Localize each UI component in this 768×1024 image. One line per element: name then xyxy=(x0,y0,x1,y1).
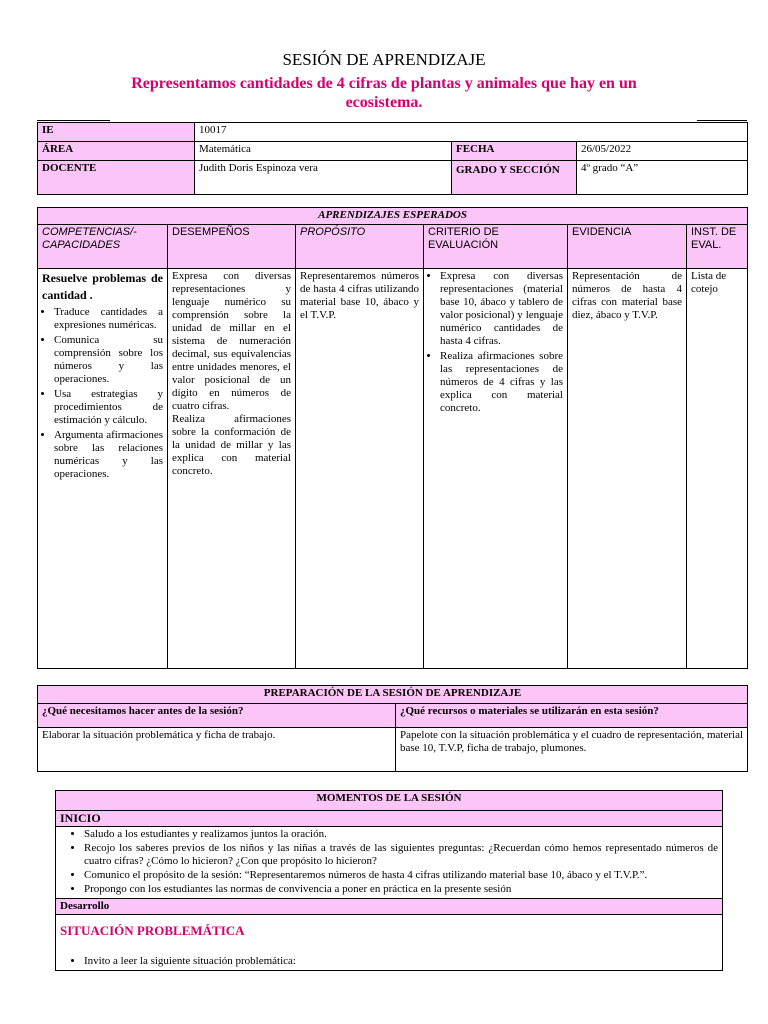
ie-label: IE xyxy=(38,123,195,142)
inicio-item: • Propongo con los estudiantes las normas de convivencia a poner en práctica en la presente sesión xyxy=(84,883,718,896)
capacidad-item: • Comunica su comprensión sobre los números y las operaciones. xyxy=(54,334,163,386)
evidencia-cell: Representación de números de hasta 4 cifras con material base diez, ábaco y T.V.P. xyxy=(568,269,687,669)
preparacion-question-before: ¿Qué necesitamos hacer antes de la sesión? xyxy=(38,704,396,728)
header-evidencia: EVIDENCIA xyxy=(568,225,687,269)
desempeno-text: Realiza afirmaciones sobre la conformación de la unidad de millar y las explica con material concreto. xyxy=(172,413,291,477)
desarrollo-item: • Invito a leer la siguiente situación problemática: xyxy=(84,955,718,968)
session-subtitle: Representamos cantidades de 4 cifras de plantas y animales que hay en un ecosistema. xyxy=(131,75,637,111)
inicio-label: INICIO xyxy=(56,811,723,827)
momentos-table xyxy=(55,790,723,971)
instrumento-cell: Lista de cotejo xyxy=(687,269,748,669)
criterio-item: • Expresa con diversas representaciones (material base 10, ábaco y tablero de valor posicional) y lenguaje numérico cantidades de hasta 4 cifras. xyxy=(440,270,563,348)
desarrollo-label: Desarrollo xyxy=(56,899,723,915)
inicio-item: • Saludo a los estudiantes y realizamos juntos la oración. xyxy=(84,828,718,841)
info-table xyxy=(37,122,748,195)
header-competencias: COMPETENCIAS/- CAPACIDADES xyxy=(38,225,168,269)
header-criterio: CRITERIO DE EVALUACIÓN xyxy=(424,225,568,269)
area-label: ÁREA xyxy=(38,142,195,161)
header-proposito: PROPÓSITO xyxy=(296,225,424,269)
desempenos-cell xyxy=(168,269,296,669)
fecha-value: 26/05/2022 xyxy=(577,142,748,161)
area-value: Matemática xyxy=(195,142,452,161)
aprendizajes-table xyxy=(37,207,748,669)
capacidad-item: • Argumenta afirmaciones sobre las relaciones numéricas y las operaciones. xyxy=(54,429,163,481)
header-instrumento: INST. DE EVAL. xyxy=(687,225,748,269)
inicio-cell xyxy=(56,827,723,899)
fecha-label: FECHA xyxy=(452,142,577,161)
desempeno-text: Expresa con diversas representaciones y lenguaje numérico su comprensión sobre la unidad de millar en el sistema de numeración decimal, sus equivalencias entre unidades menores, el valor posicional de un dígito en números de cuatro cifras. xyxy=(172,270,291,412)
page-title: SESIÓN DE APRENDIZAJE xyxy=(282,50,486,69)
header-rule-right xyxy=(697,120,747,121)
aprendizajes-title: APRENDIZAJES ESPERADOS xyxy=(38,208,748,225)
ie-value: 10017 xyxy=(195,123,748,142)
capacidad-item: • Usa estrategias y procedimientos de estimación y cálculo. xyxy=(54,388,163,427)
docente-label: DOCENTE xyxy=(38,161,195,195)
header-desempenos: DESEMPEÑOS xyxy=(168,225,296,269)
header-rule-left xyxy=(37,120,110,121)
preparacion-answer-resources: Papelote con la situación problemática y el cuadro de representación, material base 10, T.V.P, ficha de trabajo, plumones. xyxy=(396,728,748,772)
inicio-item: • Comunico el propósito de la sesión: “Representaremos números de hasta 4 cifras utilizando material base 10, ábaco y el T.V.P.”. xyxy=(84,869,718,882)
preparacion-answer-before: Elaborar la situación problemática y ficha de trabajo. xyxy=(38,728,396,772)
capacidad-item: • Traduce cantidades a expresiones numéricas. xyxy=(54,306,163,332)
inicio-item: • Recojo los saberes previos de los niños y las niñas a través de las siguientes preguntas: ¿Recuerdan cómo hemos representado números de cuatro cifras? ¿Cómo lo hicieron? ¿Con que propósito lo hicieron? xyxy=(84,842,718,868)
criterio-item: • Realiza afirmaciones sobre las representaciones de números de 4 cifras y las explica con material concreto. xyxy=(440,350,563,415)
grado-label: GRADO Y SECCIÓN xyxy=(452,161,577,195)
competencias-cell xyxy=(38,269,168,669)
competencia-title: Resuelve problemas de cantidad . xyxy=(42,271,163,302)
preparacion-title: PREPARACIÓN DE LA SESIÓN DE APRENDIZAJE xyxy=(38,686,748,704)
desarrollo-cell xyxy=(56,915,723,971)
proposito-cell: Representaremos números de hasta 4 cifras utilizando material base 10, ábaco y el T.V.P. xyxy=(296,269,424,669)
situacion-title: SITUACIÓN PROBLEMÁTICA xyxy=(60,923,245,938)
preparacion-table xyxy=(37,685,748,772)
docente-value: Judith Doris Espinoza vera xyxy=(195,161,452,195)
grado-value: 4º grado “A” xyxy=(577,161,748,195)
preparacion-question-resources: ¿Qué recursos o materiales se utilizarán en esta sesión? xyxy=(396,704,748,728)
momentos-title: MOMENTOS DE LA SESIÓN xyxy=(56,791,723,811)
criterio-cell xyxy=(424,269,568,669)
